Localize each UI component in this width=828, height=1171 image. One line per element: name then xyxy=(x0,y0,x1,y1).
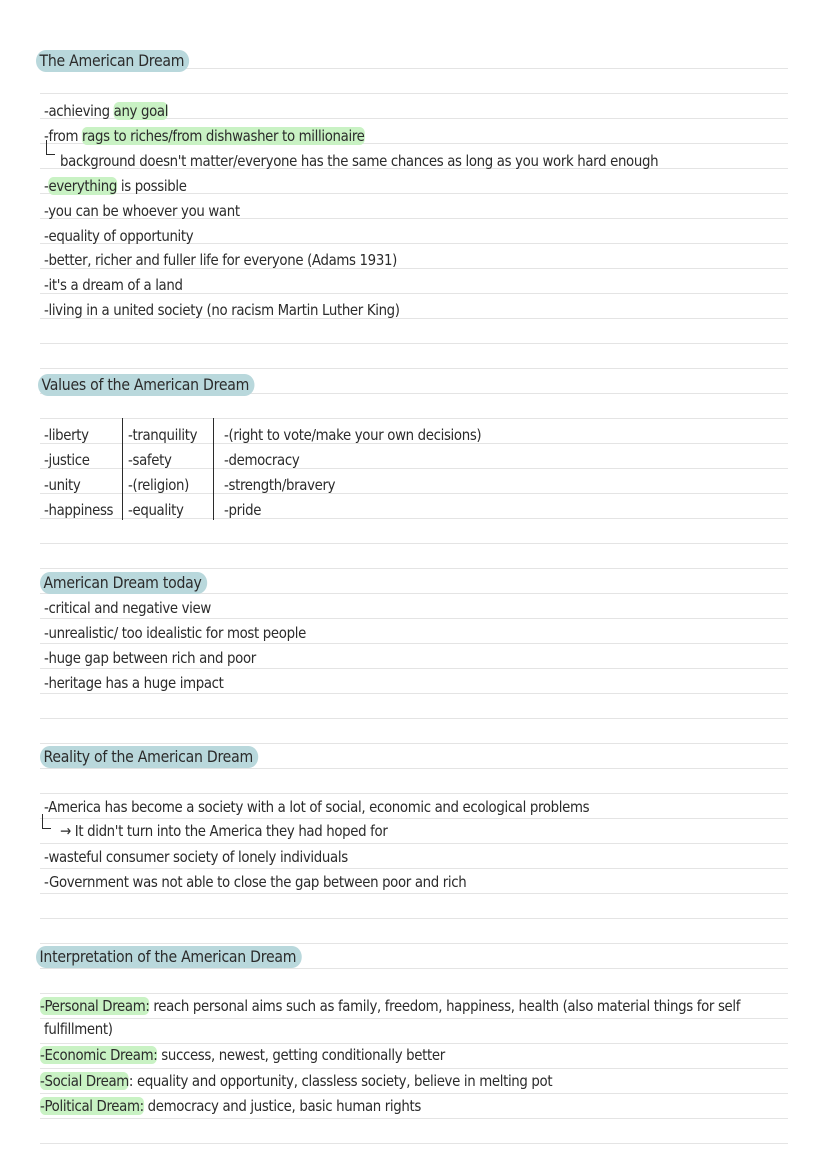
value-item: -strength/bravery xyxy=(224,476,336,494)
note-line: -Government was not able to close the gap between poor and rich xyxy=(44,873,467,891)
value-item: -democracy xyxy=(224,451,300,469)
note-line: -America has become a society with a lot of social, economic and ecological problems xyxy=(44,798,590,816)
column-divider xyxy=(122,418,123,520)
note-line: background doesn't matter/everyone has the same chances as long as you work hard enough xyxy=(60,152,659,170)
note-line: fulfillment) xyxy=(44,1020,113,1038)
heading-today: American Dream today xyxy=(40,572,207,594)
note-line: -heritage has a huge impact xyxy=(44,674,224,692)
note-line: -Economic Dream: success, newest, getting conditionally better xyxy=(40,1046,445,1064)
note-line: -achieving any goal xyxy=(44,102,169,120)
note-line: → It didn't turn into the America they had hoped for xyxy=(60,822,388,840)
note-line: -equality of opportunity xyxy=(44,227,194,245)
note-line: -huge gap between rich and poor xyxy=(44,649,256,667)
note-line: -Personal Dream: reach personal aims such as family, freedom, happiness, health (also material things for self xyxy=(40,997,741,1015)
value-item: -happiness xyxy=(44,501,114,519)
heading-interpretation: Interpretation of the American Dream xyxy=(36,946,301,968)
value-item: -tranquility xyxy=(128,426,198,444)
note-line: -from rags to riches/from dishwasher to millionaire xyxy=(44,127,365,145)
value-item: -safety xyxy=(128,451,172,469)
heading-american-dream: The American Dream xyxy=(36,50,190,72)
note-line: -better, richer and fuller life for everyone (Adams 1931) xyxy=(44,251,397,269)
value-item: -pride xyxy=(224,501,262,519)
values-column-3 xyxy=(224,423,481,523)
value-item: -justice xyxy=(44,451,90,469)
note-line: -critical and negative view xyxy=(44,599,211,617)
value-item: -liberty xyxy=(44,426,89,444)
value-item: -(religion) xyxy=(128,476,189,494)
arrow-icon xyxy=(46,140,55,155)
value-item: -equality xyxy=(128,501,184,519)
note-line: -everything is possible xyxy=(44,177,187,195)
note-line: -Political Dream: democracy and justice, basic human rights xyxy=(40,1097,421,1115)
column-divider xyxy=(213,418,214,520)
value-item: -(right to vote/make your own decisions) xyxy=(224,426,482,444)
heading-reality: Reality of the American Dream xyxy=(40,746,258,768)
arrow-icon: → xyxy=(60,822,75,840)
note-line: -unrealistic/ too idealistic for most people xyxy=(44,624,306,642)
arrow-icon xyxy=(42,814,51,829)
note-line: -you can be whoever you want xyxy=(44,202,240,220)
note-line: -it's a dream of a land xyxy=(44,276,183,294)
note-line: -Social Dream: equality and opportunity, classless society, believe in melting pot xyxy=(40,1072,553,1090)
note-line: -living in a united society (no racism Martin Luther King) xyxy=(44,301,400,319)
heading-values: Values of the American Dream xyxy=(38,374,254,396)
value-item: -unity xyxy=(44,476,81,494)
values-column-2 xyxy=(128,423,197,523)
note-line: -wasteful consumer society of lonely individuals xyxy=(44,848,348,866)
values-column-1 xyxy=(44,423,113,523)
